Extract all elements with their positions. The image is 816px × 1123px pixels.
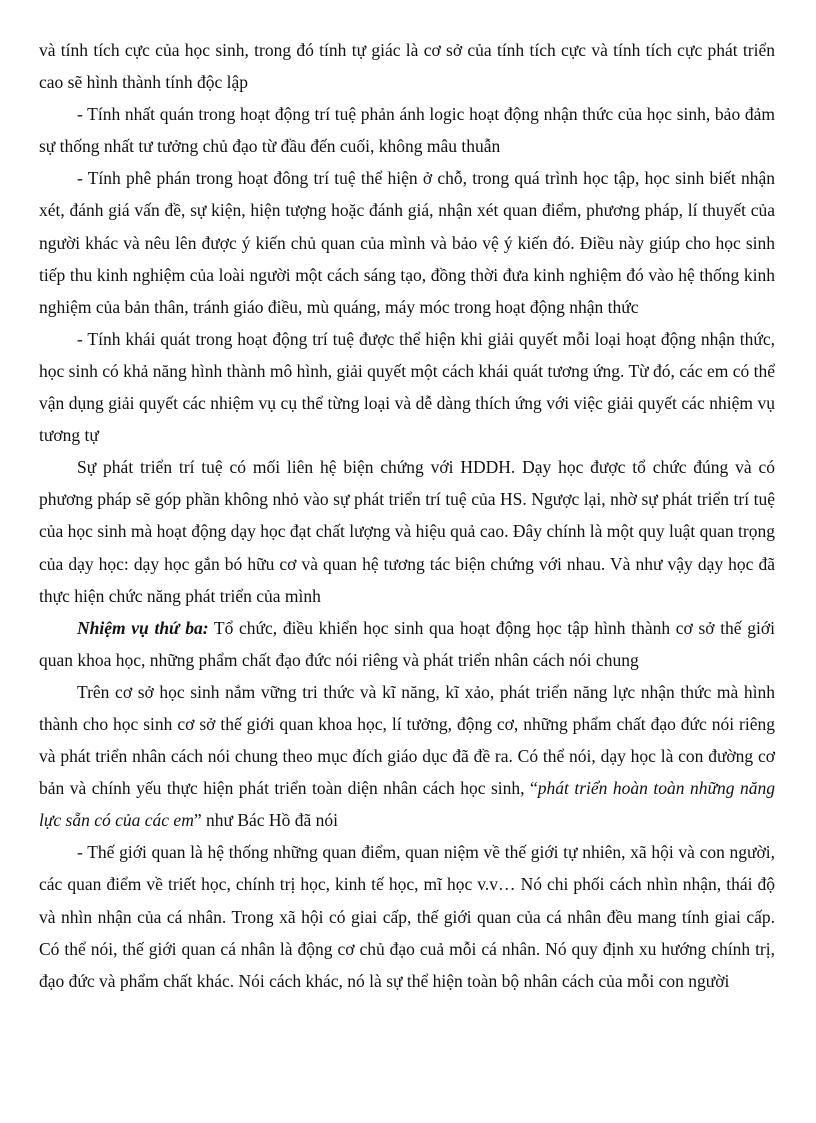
paragraph-critical-thinking: - Tính phê phán trong hoạt đông trí tuệ thể hiện ở chỗ, trong quá trình học tập, học sinh biết nhận xét, đánh giá vấn đề, sự kiện, hiện tượng hoặc đánh giá, nhận xét quan điểm, phương pháp, lí thuyết của người khác và nêu lên được ý kiến chủ quan của mình và bảo vệ ý kiến đó. Điều này giúp cho học sinh tiếp thu kinh nghiệm của loài người một cách sáng tạo, đồng thời đưa kinh nghiệm đó vào hệ thống kinh nghiệm của bản thân, tránh giáo điều, mù quáng, máy móc trong hoạt động nhận thức <box>39 168 775 317</box>
paragraph-intellectual-development: Sự phát triển trí tuệ có mối liên hệ biện chứng với HDDH. Dạy học được tổ chức đúng và có phương pháp sẽ góp phần không nhỏ vào sự phát triển trí tuệ của HS. Ngược lại, nhờ sự phát triển trí tuệ của học sinh mà hoạt động dạy học đạt chất lượng và hiệu quả cao. Đây chính là một quy luật quan trọng của dạy học: dạy học gắn bó hữu cơ và quan hệ tương tác biện chứng với nhau. Và như vậy dạy học đã thực hiện chức năng phát triển của mình <box>39 457 775 606</box>
paragraph-continuation: và tính tích cực của học sinh, trong đó tính tự giác là cơ sở của tính tích cực và tính tích cực phát triển cao sẽ hình thành tính độc lập <box>39 40 775 93</box>
ho-chi-minh-quote: phát triển hoàn toàn những năng lực sẵn có của các em <box>39 778 775 831</box>
paragraph-worldview-foundation <box>39 676 775 836</box>
third-task-heading: Nhiệm vụ thứ ba: <box>77 617 209 638</box>
third-task-text: Tổ chức, điều khiển học sinh qua hoạt động học tập hình thành cơ sở thế giới quan khoa học, những phẩm chất đạo đức nói riêng và phát triển nhân cách nói chung <box>39 617 775 670</box>
paragraph-consistency: - Tính nhất quán trong hoạt động trí tuệ phản ánh logic hoạt động nhận thức của học sinh, bảo đảm sự thống nhất tư tưởng chủ đạo từ đầu đến cuối, không mâu thuẫn <box>39 104 775 157</box>
document-page <box>39 34 775 997</box>
paragraph-worldview-definition: - Thế giới quan là hệ thống những quan điểm, quan niệm về thế giới tự nhiên, xã hội và con người, các quan điểm về triết học, chính trị học, kinh tế học, mĩ học v.v… Nó chi phối cách nhìn nhận, thái độ và nhìn nhận của cá nhân. Trong xã hội có giai cấp, thế giới quan của cá nhân đều mang tính giai cấp. Có thể nói, thế giới quan cá nhân là động cơ chủ đạo cuả mỗi cá nhân. Nó quy định xu hướng chính trị, đạo đức và phẩm chất khác. Nói cách khác, nó là sự thể hiện toàn bộ nhân cách của mỗi con người <box>39 842 775 991</box>
worldview-foundation-text: Trên cơ sở học sinh nắm vững tri thức và kĩ năng, kĩ xảo, phát triển năng lực nhận thức mà hình thành cho học sinh cơ sở thế giới quan khoa học, lí tưởng, động cơ, những phẩm chất đạo đức nói riêng và phát triển nhân cách nói chung theo mục đích giáo dục đã đề ra. Có thể nói, dạy học là con đường cơ bản và chính yếu thực hiện phát triển toàn diện nhân cách học sinh, “ <box>39 681 775 799</box>
paragraph-third-task <box>39 612 775 676</box>
paragraph-generalization: - Tính khái quát trong hoạt động trí tuệ được thể hiện khi giải quyết mỗi loại hoạt động nhận thức, học sinh có khả năng hình thành mô hình, giải quyết một cách khái quát tương ứng. Từ đó, các em có thể vận dụng giải quyết các nhiệm vụ cụ thể từng loại và dễ dàng thích ứng với việc giải quyết các nhiệm vụ tương tự <box>39 328 775 446</box>
quote-attribution: ” như Bác Hồ đã nói <box>193 810 338 831</box>
